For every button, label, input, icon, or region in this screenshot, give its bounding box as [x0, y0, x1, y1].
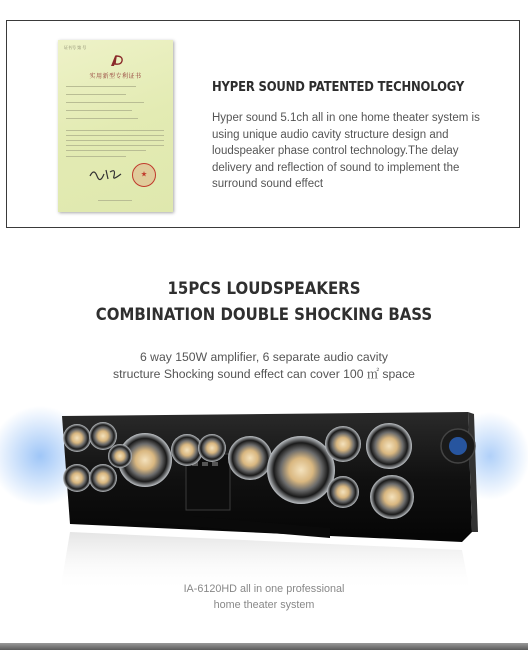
- caption-line-2: home theater system: [213, 599, 315, 611]
- headline-line-2: COMBINATION DOUBLE SHOCKING BASS: [95, 305, 433, 325]
- caption-line-1: IA-6120HD all in one professional: [183, 583, 345, 595]
- patent-certificate-image: [58, 40, 173, 212]
- patent-section: [6, 20, 520, 228]
- main-headline: [0, 276, 528, 328]
- product-caption: [0, 581, 528, 613]
- spec-line-2: structure Shocking sound effect can cover 100 ㎡ space: [113, 367, 415, 381]
- certificate-title: 实用新型专利证书: [89, 73, 142, 80]
- headline-line-1: 15PCS LOUDSPEAKERS: [167, 279, 361, 299]
- signature-icon: [88, 166, 124, 182]
- soundbar-product-image: [0, 392, 528, 592]
- patent-description: Hyper sound 5.1ch all in one home theater system is using unique audio cavity structure design and loudspeaker phase control technology.The delay delivery and reflection of sound to implement the surround sound effect: [212, 112, 480, 191]
- cert-header-text: 证书号 第 号: [64, 45, 87, 50]
- patent-emblem-icon: [106, 54, 126, 68]
- red-seal-icon: [132, 163, 156, 187]
- bottom-divider: [0, 643, 528, 650]
- spec-line-1: 6 way 150W amplifier, 6 separate audio cavity: [140, 350, 388, 364]
- soundbar-illustration: [0, 392, 528, 592]
- patent-title: HYPER SOUND PATENTED TECHNOLOGY: [212, 79, 465, 95]
- spec-text: [0, 349, 528, 383]
